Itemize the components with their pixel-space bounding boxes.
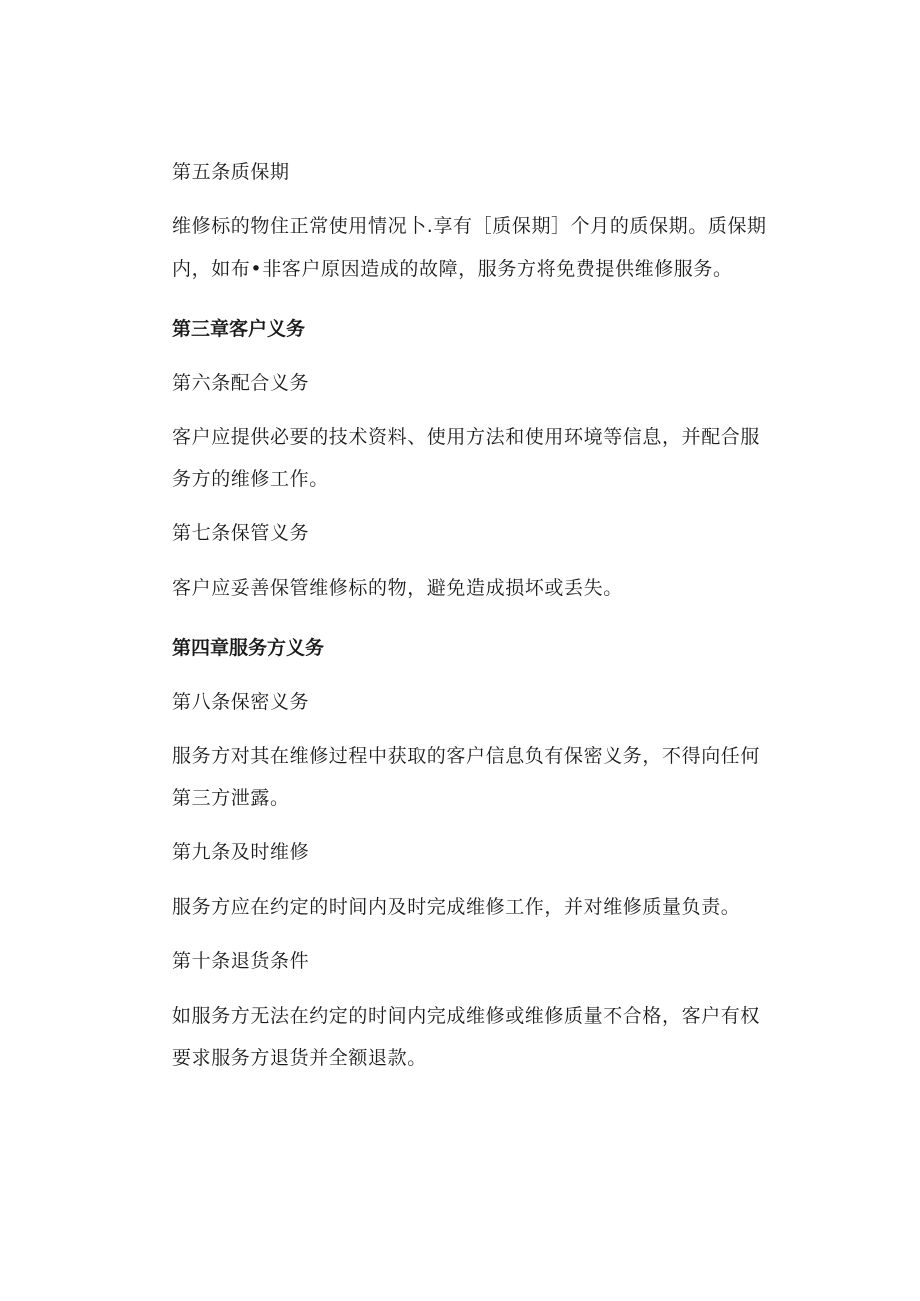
article-title-8: 第八条保密义务 <box>172 691 310 713</box>
chapter-title-4: 第四章服务方义务 <box>172 637 325 659</box>
chapter-title-3: 第三章客户义务 <box>172 318 306 340</box>
article-title-10: 第十条退货条件 <box>172 950 310 972</box>
article-title-6: 第六条配合义务 <box>172 372 310 394</box>
article-5-line-1: 维修标的物住正常使用情况卜.享有［质保期］个月的质保期。质保期 <box>172 215 767 237</box>
article-title-7: 第七条保管义务 <box>172 522 310 544</box>
article-7-line-1: 客户应妥善保管维修标的物，避免造成损坏或丢失。 <box>172 577 623 599</box>
article-title-9: 第九条及时维修 <box>172 841 310 863</box>
article-6-line-1: 客户应提供必要的技术资料、使用方法和使用环境等信息，并配合服 <box>172 426 761 448</box>
article-8-line-1: 服务方对其在维修过程中获取的客户信息负有保密义务，不得向任何 <box>172 745 761 767</box>
article-9-line-1: 服务方应在约定的时间内及时完成维修工作，并对维修质量负责。 <box>172 896 741 918</box>
article-6-line-2: 务方的维修工作。 <box>172 468 329 490</box>
article-title-5: 第五条质保期 <box>172 161 290 183</box>
article-10-line-1: 如服务方无法在约定的时间内完成维修或维修质量不合格，客户有权 <box>172 1005 761 1027</box>
article-8-line-2: 第三方泄露。 <box>172 787 290 809</box>
article-5-line-2: 内，如布•非客户原因造成的故障，服务方将免费提供维修服务。 <box>172 258 733 280</box>
article-10-line-2: 要求服务方退货并全额退款。 <box>172 1047 427 1069</box>
